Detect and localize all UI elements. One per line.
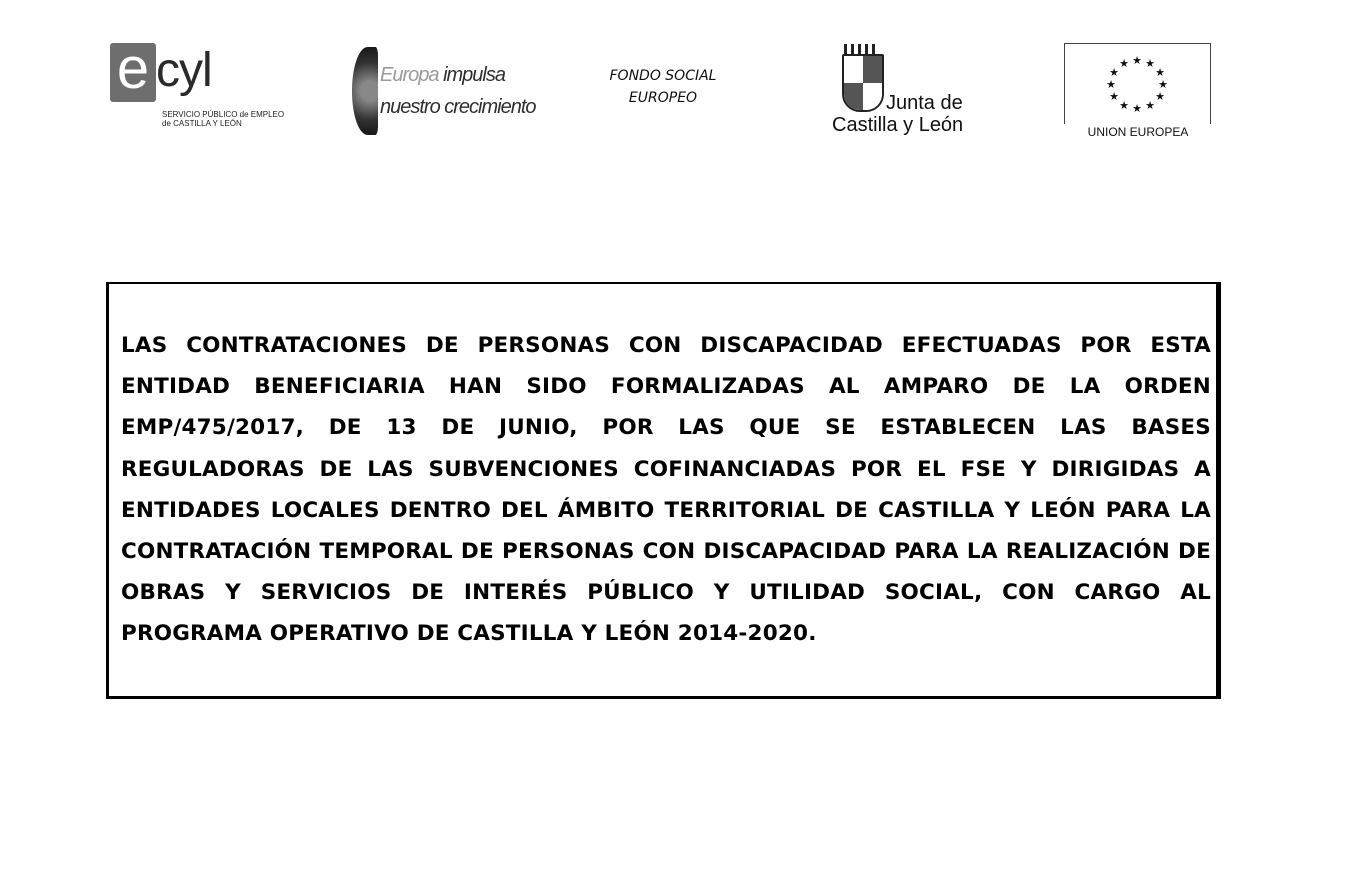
europa-impulsa-line1 [380,59,536,91]
europa-word: Europa [380,64,439,86]
coat-of-arms-icon [842,54,884,112]
notice-text: LAS CONTRATACIONES DE PERSONAS CON DISCAPACIDAD EFECTUADAS POR ESTA ENTIDAD BENEFICIARIA HAN SIDO FORMALIZADAS AL AMPARO DE LA ORDEN EMP/475/2017, DE 13 DE JUNIO, POR LAS QUE SE ESTABLECEN LAS BASES REGULADORAS DE LAS SUBVENCIONES COFINANCIADAS POR EL FSE Y DIRIGIDAS A ENTIDADES LOCALES DENTRO DEL ÁMBITO TERRITORIAL DE CASTILLA Y LEÓN PARA LA CONTRATACIÓN TEMPORAL DE PERSONAS CON DISCAPACIDAD PARA LA REALIZACIÓN DE OBRAS Y SERVICIOS DE INTERÉS PÚBLICO Y UTILIDAD SOCIAL, CON CARGO AL PROGRAMA OPERATIVO DE CASTILLA Y LEÓN 2014-2020. [121,333,1211,647]
eu-label: UNION EUROPEA [1087,125,1189,139]
junta-castilla-leon-logo [830,44,975,139]
european-union-logo [1064,43,1211,139]
fse-line1: FONDO SOCIAL [609,68,717,84]
eu-stars-icon [1097,50,1177,120]
svg-text:★: ★ [1155,66,1165,79]
svg-text:★: ★ [1145,99,1155,112]
svg-text:★: ★ [1145,57,1155,70]
europa-impulsa-line2: nuestro crecimiento [380,96,536,118]
globe-icon [352,47,378,135]
ecyl-subtitle-line1: SERVICIO PÚBLICO de EMPLEO [162,110,285,119]
svg-text:★: ★ [1119,57,1129,70]
europa-impulsa-logo [352,47,536,137]
ecyl-logo-wordmark: cyl [156,44,212,97]
ecyl-logo [110,43,285,135]
svg-text:★: ★ [1158,78,1168,91]
ecyl-logo-e-mark: e [110,43,156,102]
ecyl-logo-subtitle [162,110,292,128]
svg-text:★: ★ [1132,102,1142,115]
junta-line2: Castilla y León [832,114,964,136]
fondo-social-europeo-label [590,65,736,109]
svg-text:★: ★ [1106,78,1116,91]
ecyl-subtitle-line2: de CASTILLA Y LEÓN [162,119,242,128]
fse-line2: EUROPEO [628,90,698,106]
svg-text:★: ★ [1119,99,1129,112]
svg-text:★: ★ [1109,66,1119,79]
impulsa-word: impulsa [443,64,505,86]
svg-text:★: ★ [1109,90,1119,103]
europa-impulsa-text [380,59,536,123]
junta-line1: Junta de [886,92,963,114]
notice-box [106,282,1221,699]
svg-text:★: ★ [1155,90,1165,103]
svg-text:★: ★ [1132,54,1142,67]
